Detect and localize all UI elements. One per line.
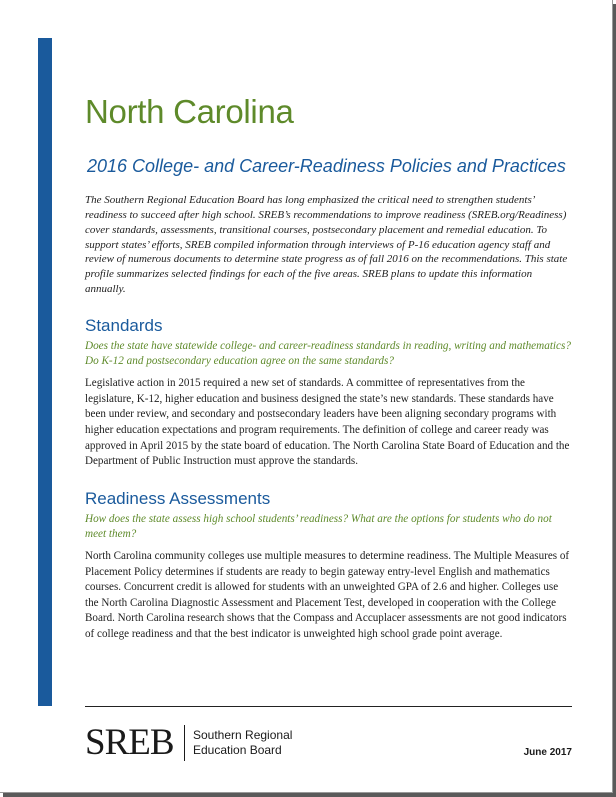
org-name-line-1: Southern Regional <box>193 728 293 742</box>
publication-date: June 2017 <box>523 747 572 758</box>
org-name-line-2: Education Board <box>193 742 282 757</box>
intro-paragraph: The Southern Regional Education Board has long emphasized the critical need to strengthen students’ readiness to succeed after high school. SREB’s recommendations to improve readiness (SREB.org/Readiness) cover standards, assessments, transitional courses, postsecondary placement and remedial education. To support states’ efforts, SREB compiled information through interviews of P-16 education agency staff and review of numerous documents to determine state progress as of fall 2016 on the recommendations. This state profile summarizes selected findings for each of the five areas. SREB plans to update this information annually. <box>85 194 568 295</box>
page-content <box>85 92 572 643</box>
section-body: North Carolina community colleges use multiple measures to determine readiness. The Multiple Measures of Placement Policy determines if students are ready to begin gateway entry-level English and mathematics courses. Concurrent credit is allowed for students with an unweighted GPA of 2.6 and higher. Colleges use the North Carolina Diagnostic Assessment and Placement Test, developed in cooperation with the College Board. North Carolina research shows that the Compass and Accuplacer assessments are not good indicators of college readiness and that the best indicator is unweighted high school grade point average. <box>85 550 570 641</box>
section-heading: Readiness Assessments <box>85 488 271 508</box>
side-accent-bar <box>38 38 52 706</box>
section-question: Does the state have statewide college- and career-readiness standards in reading, writing and mathematics? Do K-12 and postsecondary education agree on the same standards? <box>85 340 571 368</box>
sreb-logo: SREB <box>85 722 174 763</box>
section-readiness-assessments <box>85 489 572 643</box>
section-body: Legislative action in 2015 required a new set of standards. A committee of representatives from the legislature, K-12, higher education and business designed the state’s new standards. These standards have been under review, and secondary and postsecondary leaders have been aligning secondary programs with higher education expectations and program requirements. The definition of college and career ready was approved in April 2015 by the state board of education. The North Carolina State Board of Education and the Department of Public Instruction must approve the standards. <box>85 377 570 468</box>
page-footer <box>85 722 572 766</box>
section-question: How does the state assess high school students’ readiness? What are the options for students who do not meet them? <box>85 513 552 541</box>
section-standards <box>85 316 572 470</box>
footer-divider <box>85 706 572 707</box>
logo-divider <box>184 725 185 761</box>
section-heading: Standards <box>85 315 163 335</box>
page-title: North Carolina <box>85 93 294 130</box>
organization-name <box>193 728 313 757</box>
page-subtitle: 2016 College- and Career-Readiness Policies and Practices <box>87 155 566 176</box>
